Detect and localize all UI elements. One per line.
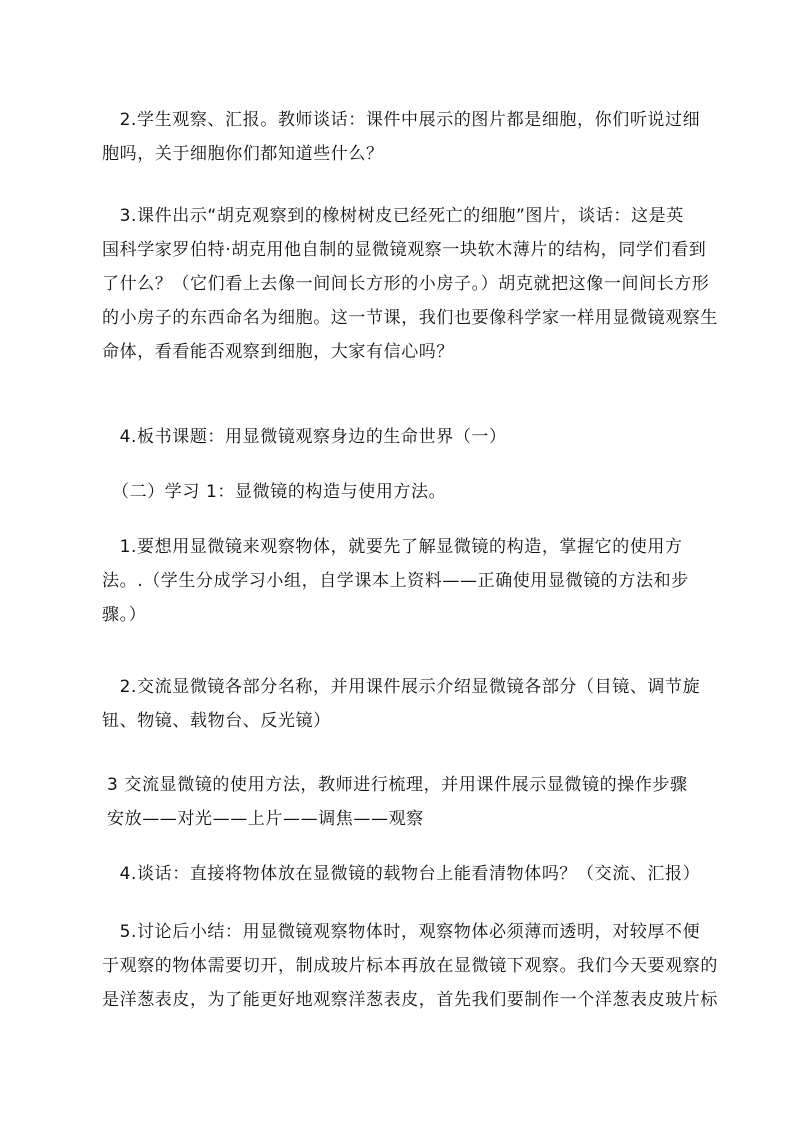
paragraph-discussion [102, 857, 714, 891]
text-line: （二）学习 1：显微镜的构造与使用方法。 [112, 482, 447, 502]
paragraph-board-title [102, 420, 714, 454]
text-line: 1.要想用显微镜来观察物体，就要先了解显微镜的构造，掌握它的使用方 [102, 537, 683, 557]
section-heading-study-1 [112, 475, 724, 509]
paragraph-microscope-parts [102, 670, 714, 738]
text-line: 胞吗，关于细胞你们都知道些什么？ [102, 144, 384, 164]
paragraph-microscope-structure [102, 530, 714, 632]
text-line: 的小房子的东西命名为细胞。这一节课，我们也要像科学家一样用显微镜观察生 [102, 308, 718, 328]
text-line: 于观察的物体需要切开，制成玻片标本再放在显微镜下观察。我们今天要观察的 [102, 956, 718, 976]
paragraph-microscope-steps [107, 768, 719, 836]
text-line: 3.课件出示“胡克观察到的橡树树皮已经死亡的细胞”图片，谈话：这是英 [102, 206, 684, 226]
text-line: 4.谈话：直接将物体放在显微镜的载物台上能看清物体吗？（交流、汇报） [102, 864, 701, 884]
text-line: 了什么？（它们看上去像一间间长方形的小房子。）胡克就把这像一间间长方形 [102, 274, 710, 294]
text-line: 国科学家罗伯特·胡克用他自制的显微镜观察一块软木薄片的结构，同学们看到 [102, 240, 707, 260]
text-line: 法。.（学生分成学习小组，自学课本上资料——正确使用显微镜的方法和步 [102, 571, 689, 591]
text-line: 3 交流显微镜的使用方法，教师进行梳理，并用课件展示显微镜的操作步骤 [107, 775, 688, 795]
text-line: 命体，看看能否观察到细胞，大家有信心吗？ [102, 342, 454, 362]
text-line: 骤。） [102, 605, 147, 625]
paragraph-student-observe [102, 103, 714, 171]
text-line: 安放——对光——上片——调焦——观察 [107, 809, 424, 829]
text-line: 是洋葱表皮，为了能更好地观察洋葱表皮，首先我们要制作一个洋葱表皮玻片标 [102, 990, 718, 1010]
paragraph-hooke-cells [102, 199, 718, 369]
text-line: 2.学生观察、汇报。教师谈话：课件中展示的图片都是细胞，你们听说过细 [102, 110, 701, 130]
text-line: 4.板书课题：用显微镜观察身边的生命世界（一） [102, 427, 507, 447]
text-line: 钮、物镜、载物台、反光镜） [102, 711, 331, 731]
text-line: 2.交流显微镜各部分名称，并用课件展示介绍显微镜各部分（目镜、调节旋 [102, 677, 701, 697]
paragraph-summary [102, 915, 718, 1017]
text-line: 5.讨论后小结：用显微镜观察物体时，观察物体必须薄而透明，对较厚不便 [102, 922, 701, 942]
